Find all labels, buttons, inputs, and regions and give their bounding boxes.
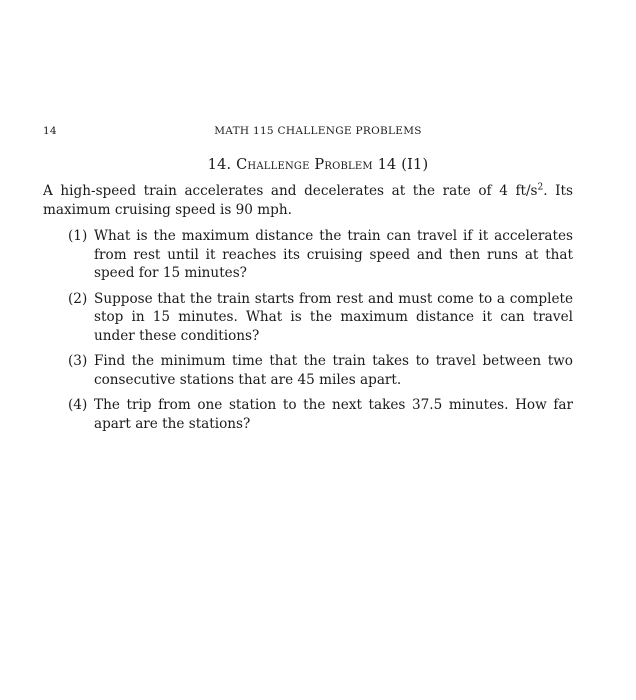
problem-number: (3) xyxy=(68,353,88,369)
problem-text: The trip from one station to the next takes 37.5 minutes. How far apart are the stations? xyxy=(94,397,573,432)
intro-exponent: 2 xyxy=(537,182,544,193)
intro-text-before: A high-speed train accelerates and decelerates at the rate of 4 ft/s xyxy=(43,183,538,199)
page-number: 14 xyxy=(43,125,57,137)
section-title: 14. Challenge Problem 14 (I1) xyxy=(207,157,429,173)
problem-text: Suppose that the train starts from rest and must come to a complete stop in 15 minutes. What is the maximum distance it can travel under these conditions? xyxy=(94,290,573,344)
problem-item xyxy=(68,290,573,346)
problem-item xyxy=(68,396,573,433)
problem-number: (2) xyxy=(68,290,88,307)
intro-text-after: . Its maximum cruising speed is 90 mph. xyxy=(43,183,573,218)
problem-number: (1) xyxy=(68,228,88,244)
problem-number: (4) xyxy=(68,397,88,413)
problem-text: Find the minimum time that the train takes to travel between two consecutive stations that are 45 miles apart. xyxy=(94,353,573,388)
problem-item xyxy=(68,227,573,283)
problem-text: What is the maximum distance the train can travel if it accelerates from rest until it reaches its cruising speed and then runs at that speed for 15 minutes? xyxy=(94,228,573,281)
intro-paragraph xyxy=(43,182,573,219)
problem-list xyxy=(68,227,573,440)
running-head: MATH 115 CHALLENGE PROBLEMS xyxy=(214,125,422,137)
problem-item xyxy=(68,352,573,389)
